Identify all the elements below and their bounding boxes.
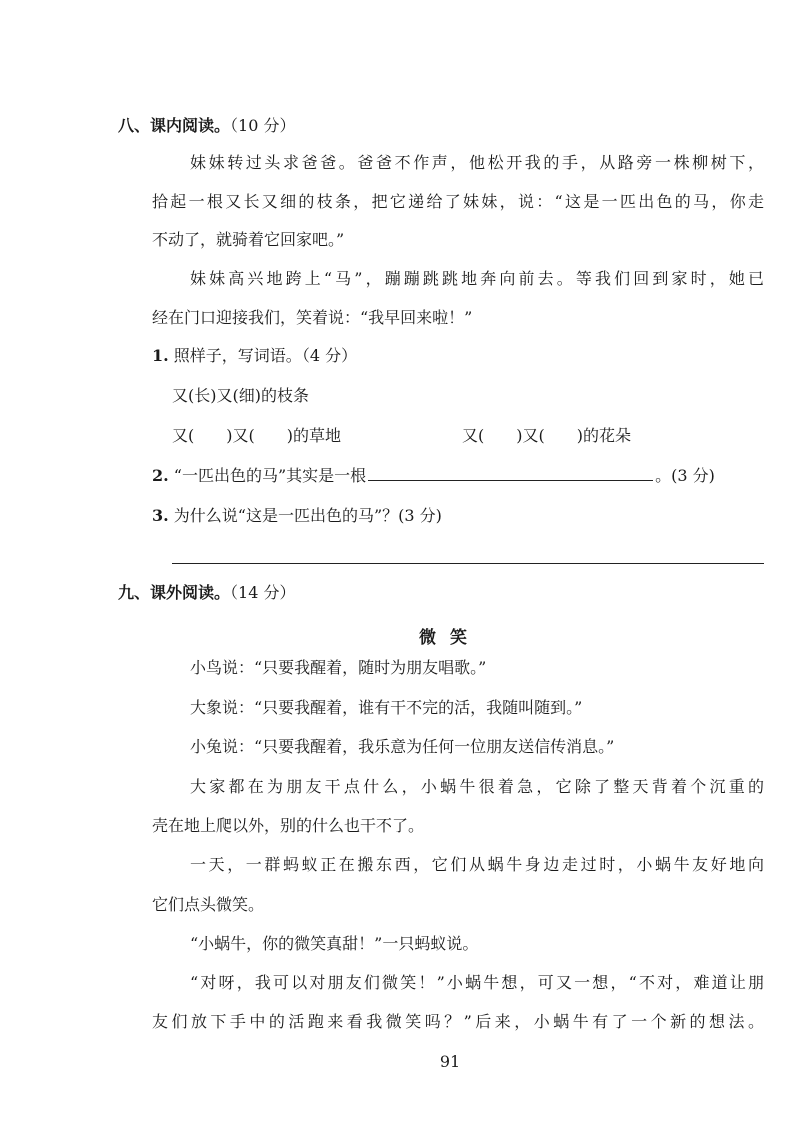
question-2-score: 。(3 分) — [655, 466, 715, 485]
section-9-score: （14 分） — [230, 583, 296, 602]
passage-9-line-4: 大家都在为朋友干点什么，小蜗牛很着急，它除了整天背着个沉重的 — [190, 777, 764, 796]
passage-9-line-5: 壳在地上爬以外，别的什么也干不了。 — [152, 816, 425, 835]
question-1 — [152, 346, 357, 366]
passage-9-line-7: 它们点头微笑。 — [152, 895, 265, 914]
passage-8-line-2: 拾起一根又长又细的枝条，把它递给了妹妹，说：“这是一匹出色的马，你走 — [152, 192, 764, 211]
passage-9-line-2: 大象说：“只要我醒着，谁有干不完的活，我随叫随到。” — [190, 698, 583, 717]
question-2-number: 2. — [152, 466, 169, 485]
answer-line[interactable] — [172, 563, 764, 564]
question-1-score: （4 分） — [301, 346, 358, 365]
question-2 — [152, 465, 715, 486]
passage-8-line-3: 不动了，就骑着它回家吧。” — [152, 230, 345, 249]
passage-9-line-1: 小鸟说：“只要我醒着，随时为朋友唱歌。” — [190, 658, 487, 677]
question-1-blank-b[interactable]: 又( )又( )的花朵 — [462, 426, 631, 445]
section-8-title: 八、课内阅读。 — [118, 116, 231, 135]
passage-8-line-4: 妹妹高兴地跨上“马”，蹦蹦跳跳地奔向前去。等我们回到家时，她已 — [190, 269, 764, 288]
section-9-title: 九、课外阅读。 — [118, 583, 231, 602]
question-1-example: 又(长)又(细)的枝条 — [172, 386, 309, 405]
question-3-number: 3. — [152, 506, 169, 525]
passage-9-line-3: 小兔说：“只要我醒着，我乐意为任何一位朋友送信传消息。” — [190, 737, 615, 756]
question-1-blank-a[interactable]: 又( )又( )的草地 — [172, 426, 341, 445]
question-2-text: “一匹出色的马”其实是一根 — [173, 466, 367, 485]
passage-9-line-10: 友们放下手中的活跑来看我微笑吗？”后来，小蜗牛有了一个新的想法。 — [152, 1012, 764, 1031]
passage-8-line-1: 妹妹转过头求爸爸。爸爸不作声，他松开我的手，从路旁一株柳树下， — [190, 153, 764, 172]
passage-9-line-9: “对呀，我可以对朋友们微笑！”小蜗牛想，可又一想，“不对，难道让朋 — [190, 973, 764, 992]
question-3 — [152, 506, 442, 526]
passage-9-line-8: “小蜗牛，你的微笑真甜！”一只蚂蚁说。 — [190, 934, 479, 953]
question-1-text: 照样子，写词语。 — [173, 346, 302, 365]
section-9-heading — [118, 583, 295, 603]
passage-9-line-6: 一天，一群蚂蚁正在搬东西，它们从蜗牛身边走过时，小蜗牛友好地向 — [190, 855, 764, 874]
page-number: 91 — [439, 1052, 461, 1071]
question-2-answer-line[interactable] — [368, 465, 653, 481]
story-title: 微笑 — [419, 628, 481, 648]
question-1-number: 1. — [152, 346, 169, 365]
passage-8-line-5: 经在门口迎接我们，笑着说：“我早回来啦！” — [152, 308, 473, 327]
question-3-text: 为什么说“这是一匹出色的马”？(3 分) — [173, 506, 442, 525]
section-8-heading — [118, 116, 295, 136]
section-8-score: （10 分） — [230, 116, 296, 135]
